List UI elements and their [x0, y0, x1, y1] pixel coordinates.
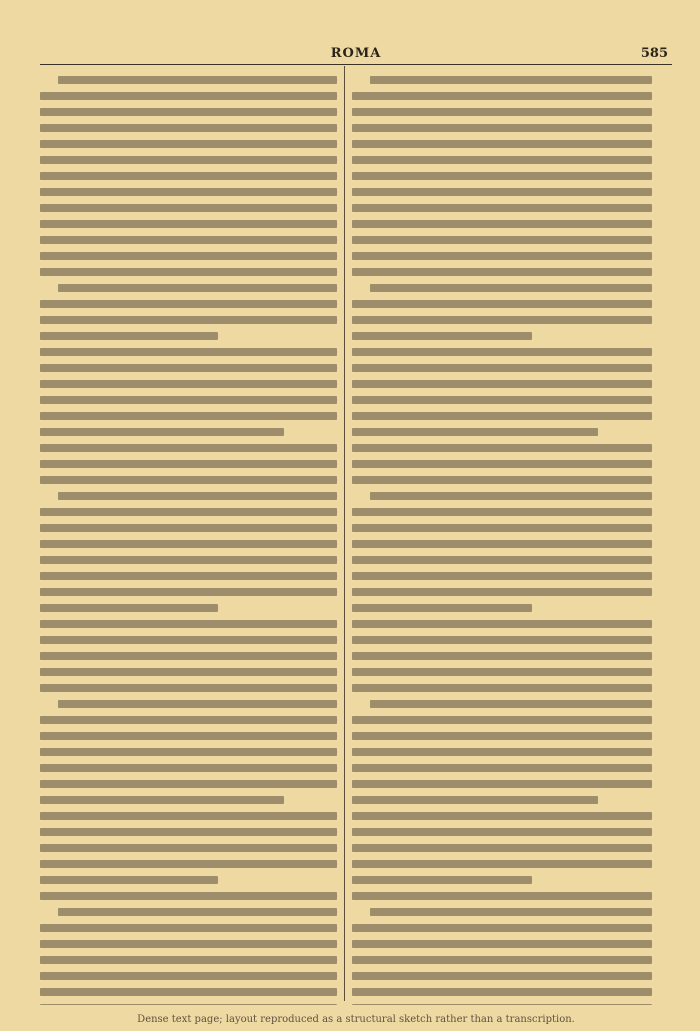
page-title: ROMA	[330, 46, 382, 61]
text-line	[40, 396, 337, 404]
text-line	[352, 268, 652, 276]
text-line	[40, 460, 337, 468]
text-line	[58, 492, 337, 500]
text-line	[352, 876, 532, 884]
text-line	[40, 380, 337, 388]
text-line	[40, 412, 337, 420]
text-line	[40, 812, 337, 820]
text-line	[352, 812, 652, 820]
text-line	[40, 316, 337, 324]
text-line	[352, 348, 652, 356]
text-line	[40, 988, 337, 996]
text-line	[40, 876, 218, 884]
text-line	[58, 700, 337, 708]
text-line	[40, 780, 337, 788]
text-line	[352, 396, 652, 404]
text-line	[40, 332, 218, 340]
text-line	[352, 732, 652, 740]
running-head	[40, 44, 672, 65]
text-line	[352, 636, 652, 644]
text-line	[40, 668, 337, 676]
text-line	[40, 620, 337, 628]
text-line	[40, 892, 337, 900]
text-line	[40, 924, 337, 932]
text-line	[40, 604, 218, 612]
text-line	[40, 92, 337, 100]
text-line	[40, 220, 337, 228]
text-line	[40, 828, 337, 836]
text-line	[40, 364, 337, 372]
text-line	[58, 908, 337, 916]
text-line	[40, 956, 337, 964]
text-line	[352, 188, 652, 196]
text-line	[40, 252, 337, 260]
text-line	[40, 444, 337, 452]
text-line	[40, 300, 337, 308]
text-line	[352, 748, 652, 756]
text-line	[40, 732, 337, 740]
text-line	[352, 204, 652, 212]
text-line	[40, 476, 337, 484]
right-column	[352, 70, 652, 1005]
text-line	[40, 844, 337, 852]
text-line	[58, 76, 337, 84]
text-line	[40, 556, 337, 564]
text-line	[40, 636, 337, 644]
text-line	[352, 988, 652, 996]
right-lines	[352, 70, 652, 1005]
text-line	[352, 524, 652, 532]
text-line	[352, 716, 652, 724]
text-line	[40, 428, 284, 436]
text-line	[40, 172, 337, 180]
text-line	[352, 380, 652, 388]
text-line	[352, 300, 652, 308]
text-line	[40, 764, 337, 772]
text-line	[352, 860, 652, 868]
text-line	[370, 700, 652, 708]
text-line	[370, 492, 652, 500]
text-line	[352, 140, 652, 148]
text-line	[40, 348, 337, 356]
text-line	[352, 684, 652, 692]
text-line	[40, 108, 337, 116]
text-line	[40, 204, 337, 212]
text-line	[40, 236, 337, 244]
text-line	[40, 140, 337, 148]
text-line	[352, 220, 652, 228]
text-line	[40, 796, 284, 804]
text-line	[40, 524, 337, 532]
text-line	[370, 76, 652, 84]
text-line	[352, 940, 652, 948]
page-number: 585	[640, 46, 668, 61]
text-line	[352, 892, 652, 900]
text-line	[352, 508, 652, 516]
text-line	[352, 588, 652, 596]
text-line	[352, 316, 652, 324]
text-line	[370, 908, 652, 916]
left-lines	[40, 70, 337, 1005]
text-line	[352, 844, 652, 852]
text-line	[352, 92, 652, 100]
text-line	[40, 156, 337, 164]
text-line	[40, 716, 337, 724]
text-line	[352, 956, 652, 964]
text-line	[352, 540, 652, 548]
text-line	[352, 156, 652, 164]
text-line	[352, 236, 652, 244]
text-line	[40, 188, 337, 196]
text-line	[352, 108, 652, 116]
text-line	[352, 828, 652, 836]
text-line	[352, 764, 652, 772]
text-line	[40, 684, 337, 692]
text-line	[352, 796, 598, 804]
text-line	[40, 540, 337, 548]
text-line	[40, 652, 337, 660]
text-line	[352, 652, 652, 660]
text-line	[352, 1004, 652, 1005]
text-line	[352, 412, 652, 420]
text-line	[352, 780, 652, 788]
text-line	[352, 668, 652, 676]
text-line	[40, 268, 337, 276]
column-divider	[344, 66, 345, 1001]
text-line	[352, 620, 652, 628]
text-line	[40, 940, 337, 948]
text-line	[352, 924, 652, 932]
text-line	[352, 444, 652, 452]
text-line	[352, 476, 652, 484]
text-line	[352, 428, 598, 436]
text-line	[40, 124, 337, 132]
text-line	[352, 252, 652, 260]
text-line	[40, 860, 337, 868]
text-line	[40, 572, 337, 580]
text-line	[58, 284, 337, 292]
text-line	[40, 972, 337, 980]
text-line	[40, 588, 337, 596]
text-line	[352, 972, 652, 980]
text-line	[352, 572, 652, 580]
text-line	[40, 508, 337, 516]
text-line	[352, 604, 532, 612]
text-line	[352, 332, 532, 340]
text-line	[352, 124, 652, 132]
text-line	[352, 364, 652, 372]
text-line	[370, 284, 652, 292]
text-line	[352, 460, 652, 468]
text-line	[40, 748, 337, 756]
left-column	[40, 70, 337, 1005]
text-line	[40, 1004, 337, 1005]
page-note: Dense text page; layout reproduced as a structural sketch rather than a transcription.	[137, 1014, 575, 1025]
text-line	[352, 172, 652, 180]
text-line	[352, 556, 652, 564]
